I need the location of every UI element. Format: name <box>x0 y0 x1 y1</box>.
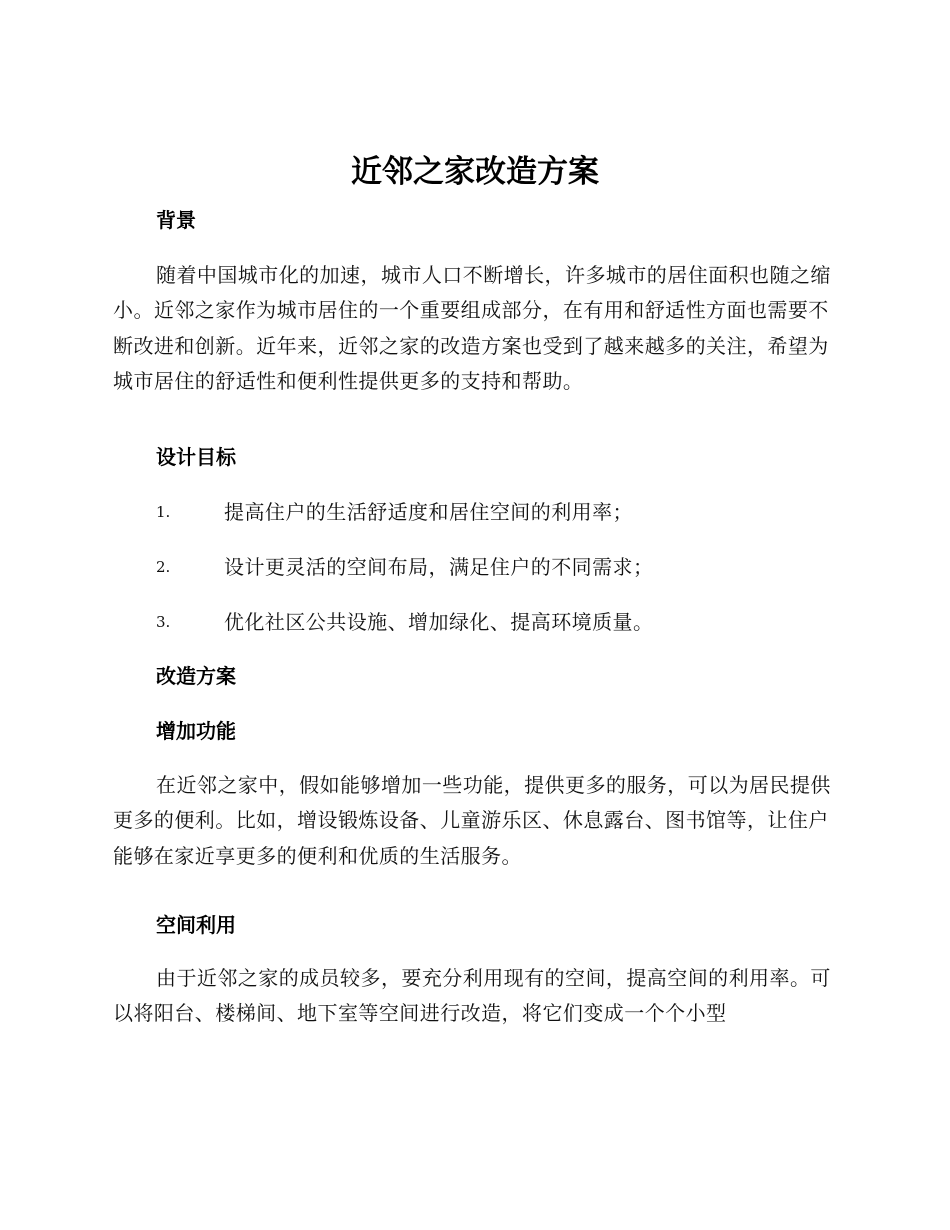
subsection-heading-functions: 增加功能 <box>156 719 236 743</box>
section-heading-plan: 改造方案 <box>156 664 236 688</box>
section-heading-goals: 设计目标 <box>156 445 236 469</box>
goal-item-text: 优化社区公共设施、增加绿化、提高环境质量。 <box>224 610 654 634</box>
goal-item-number: 3. <box>156 613 171 631</box>
subsection-heading-space: 空间利用 <box>156 913 236 937</box>
goal-item-number: 2. <box>156 558 171 576</box>
background-paragraph: 随着中国城市化的加速，城市人口不断增长，许多城市的居住面积也随之缩小。近邻之家作为城市居住的一个重要组成部分，在有用和舒适性方面也需要不断改进和创新。近年来，近邻之家的改造方案也受到了越来越多的关注，希望为城市居住的舒适性和便利性提供更多的支持和帮助。 <box>113 263 831 393</box>
space-paragraph: 由于近邻之家的成员较多，要充分利用现有的空间，提高空间的利用率。可以将阳台、楼梯间、地下室等空间进行改造，将它们变成一个个小型 <box>113 966 831 1026</box>
functions-paragraph: 在近邻之家中，假如能够增加一些功能，提供更多的服务，可以为居民提供更多的便利。比如，增设锻炼设备、儿童游乐区、休息露台、图书馆等，让住户能够在家近享更多的便利和优质的生活服务。 <box>113 773 831 868</box>
goal-item-text: 提高住户的生活舒适度和居住空间的利用率； <box>224 500 633 524</box>
document-title: 近邻之家改造方案 <box>351 154 599 190</box>
section-heading-background: 背景 <box>156 208 196 232</box>
goal-item-number: 1. <box>156 503 171 521</box>
goal-item-text: 设计更灵活的空间布局，满足住户的不同需求； <box>224 555 654 579</box>
